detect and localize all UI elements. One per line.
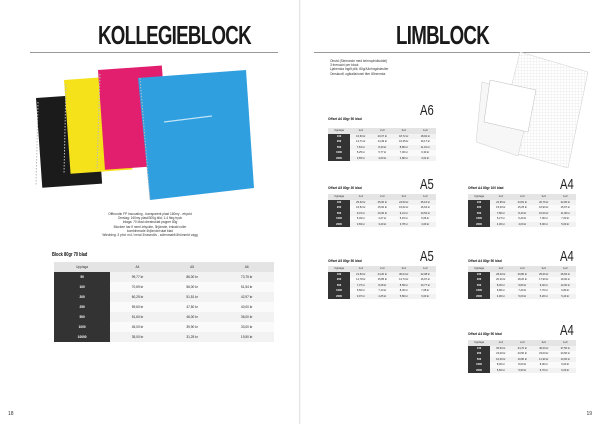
quantity-cell: 500: [328, 283, 350, 289]
price-cell: 8,40 kr: [512, 211, 533, 217]
price-cell: 14,78 kr: [350, 277, 371, 283]
price-cell: 13,00 kr: [555, 357, 577, 363]
price-cell: 16,60 kr: [350, 134, 371, 140]
price-cell: 11,00 kr: [555, 211, 577, 217]
price-cell: 12,00 kr: [555, 283, 577, 289]
price-cell: 5,00 kr: [533, 222, 554, 228]
table-row: [328, 156, 436, 162]
price-cell: 3,02 kr: [415, 156, 437, 162]
price-cell: 36,00 kr: [219, 312, 274, 322]
price-cell: 11,90 kr: [533, 357, 554, 363]
price-cell: 10,77 kr: [415, 283, 437, 289]
quantity-cell: 2000: [468, 222, 490, 228]
price-cell: 24,50 kr: [555, 351, 577, 357]
quantity-cell: 500: [468, 357, 490, 363]
price-cell: 5,50 kr: [350, 288, 371, 294]
price-cell: 8,30 kr: [490, 283, 511, 289]
table-row: [54, 282, 274, 292]
price-table-caption: Offset A4 80gr 100 blad: [468, 185, 504, 190]
price-cell: 15,62 kr: [393, 205, 414, 211]
column-header: 3+0: [533, 340, 554, 346]
page-number: 18: [8, 411, 14, 417]
price-cell: 14,71 kr: [350, 139, 371, 145]
column-header: Upplaga: [54, 262, 110, 272]
quantity-cell: 200: [328, 277, 350, 283]
price-cell: 15,25 kr: [512, 205, 533, 211]
column-header: 4+0: [555, 340, 577, 346]
price-cell: 25,40 kr: [350, 200, 371, 206]
price-cell: 15,97 kr: [555, 205, 577, 211]
quantity-cell: 1000: [54, 322, 110, 332]
column-header: 4+0: [415, 266, 437, 272]
price-table-caption: Offset A6 80gr 50 blad: [328, 116, 362, 121]
price-cell: 5,15 kr: [393, 216, 414, 222]
price-cell: 10,80 kr: [512, 357, 533, 363]
description-line: Omslag: 160my plast/300g bild; 1-4 färg tryck: [117, 216, 183, 221]
quantity-cell: 1000: [468, 288, 490, 294]
price-cell: 56,00 kr: [165, 282, 220, 292]
price-table: [468, 194, 576, 227]
price-cell: 9,40 kr: [533, 283, 554, 289]
quantity-cell: 100: [468, 346, 490, 352]
price-cell: 7,37 kr: [350, 283, 371, 289]
price-cell: 47,50 kr: [165, 302, 220, 312]
price-table: [328, 194, 436, 227]
price-cell: 45,00 kr: [110, 322, 165, 332]
price-cell: 40,00 kr: [219, 302, 274, 312]
quantity-cell: 100: [328, 200, 350, 206]
notepads-photo: [476, 52, 596, 170]
column-header: 1+0: [350, 128, 371, 134]
price-cell: 15,00 kr: [372, 205, 393, 211]
price-cell: 24,95 kr: [490, 200, 511, 206]
price-cell: 5,00 kr: [512, 294, 533, 300]
column-header: 4+0: [415, 128, 437, 134]
quantity-cell: 2000: [468, 368, 490, 374]
price-cell: 15,85 kr: [372, 277, 393, 283]
price-table: [328, 128, 436, 161]
price-cell: 4,25 kr: [372, 294, 393, 300]
quantity-cell: 50: [54, 272, 110, 282]
price-cell: 35,60 kr: [490, 346, 511, 352]
price-cell: 19,50 kr: [219, 332, 274, 342]
page-number: 19: [586, 411, 592, 417]
column-header: Upplaga: [468, 340, 490, 346]
price-cell: 16,35 kr: [393, 139, 414, 145]
table-row: [468, 222, 576, 228]
price-cell: 16,17 kr: [415, 139, 437, 145]
price-cell: 33,00 kr: [219, 322, 274, 332]
column-header: A6: [219, 262, 274, 272]
price-cell: 6,66 kr: [415, 216, 437, 222]
price-cell: 42,97 kr: [219, 292, 274, 302]
table-row: [54, 302, 274, 312]
column-header: 4+0: [555, 194, 577, 200]
quantity-cell: 10000: [54, 332, 110, 342]
quantity-cell: 2000: [468, 294, 490, 300]
description-line: Ljaheroka Ingfit plik; 80g/A4nhngdsteuller: [330, 67, 389, 72]
price-cell: 46,00 kr: [165, 312, 220, 322]
price-cell: 3,78 kr: [393, 222, 414, 228]
price-cell: 25,60 kr: [533, 272, 554, 278]
description-line: kombinerade 4hjörnde/rutat blad: [127, 228, 173, 233]
price-cell: 4,60 kr: [415, 222, 437, 228]
price-cell: 6,80 kr: [490, 288, 511, 294]
column-header: 1+0: [350, 266, 371, 272]
table-row: [54, 292, 274, 302]
column-header: 2+0: [512, 266, 533, 272]
price-cell: 4,90 kr: [490, 294, 511, 300]
quantity-cell: 1000: [468, 362, 490, 368]
price-cell: 17,90 kr: [533, 277, 554, 283]
product-description: [330, 59, 470, 76]
price-cell: 16,90 kr: [533, 205, 554, 211]
quantity-cell: 2000: [328, 156, 350, 162]
table-row: [328, 294, 436, 300]
notebooks-photo: [34, 62, 266, 204]
quantity-cell: 100: [468, 200, 490, 206]
quantity-cell: 1000: [328, 288, 350, 294]
price-cell: 8,30 kr: [393, 288, 414, 294]
price-cell: 24,20 kr: [372, 272, 393, 278]
price-cell: 35,00 kr: [110, 332, 165, 342]
price-cell: 6,00 kr: [555, 368, 577, 374]
quantity-cell: 1000: [468, 216, 490, 222]
page-title: KOLLEGIEBLOCK: [98, 20, 251, 50]
table-row: [54, 272, 274, 282]
column-header: 1+0: [490, 266, 511, 272]
price-cell: 23,50 kr: [512, 351, 533, 357]
price-table: [468, 266, 576, 299]
price-cell: 21,50 kr: [350, 272, 371, 278]
price-cell: 6,80 kr: [555, 288, 577, 294]
price-cell: 16,52 kr: [350, 205, 371, 211]
price-cell: 7,08 kr: [415, 288, 437, 294]
column-header: 2+0: [372, 194, 393, 200]
price-cell: 22,08 kr: [415, 272, 437, 278]
price-cell: 5,60 kr: [490, 368, 511, 374]
price-cell: 3,40 kr: [372, 222, 393, 228]
price-cell: 8,40 kr: [372, 145, 393, 151]
price-cell: 10,00 kr: [490, 357, 511, 363]
table-body: [54, 272, 274, 342]
price-cell: 14,73 kr: [393, 277, 414, 283]
column-header: Upplaga: [468, 194, 490, 200]
price-cell: 26,60 kr: [555, 272, 577, 278]
price-cell: 7,20 kr: [512, 288, 533, 294]
page-title: LIMBLOCK: [396, 20, 490, 50]
quantity-cell: 500: [468, 283, 490, 289]
price-cell: 51,54 kr: [219, 282, 274, 292]
price-cell: 4,00 kr: [490, 222, 511, 228]
quantity-cell: 1000: [328, 216, 350, 222]
price-cell: 37,50 kr: [555, 346, 577, 352]
description-line: Olrutd (Slemunde med kelrnophidluddel): [330, 59, 388, 63]
price-cell: 7,10 kr: [372, 288, 393, 294]
table-header-row: [54, 262, 274, 272]
table-row: [54, 322, 274, 332]
price-cell: 3,97 kr: [350, 294, 371, 300]
price-cell: 4,00 kr: [512, 222, 533, 228]
price-cell: 4,27 kr: [372, 216, 393, 222]
quantity-cell: 200: [468, 277, 490, 283]
price-cell: 23,00 kr: [490, 351, 511, 357]
price-cell: 3,69 kr: [350, 222, 371, 228]
column-header: A5: [165, 262, 220, 272]
price-cell: 40,00 kr: [533, 346, 554, 352]
price-cell: 5,27 kr: [490, 216, 511, 222]
price-cell: 14,49 kr: [372, 139, 393, 145]
table-row: [468, 368, 576, 374]
quantity-cell: 500: [328, 211, 350, 217]
table-row: [328, 222, 436, 228]
price-cell: 9,80 kr: [512, 283, 533, 289]
column-header: 3+0: [393, 194, 414, 200]
price-cell: 15,00 kr: [490, 205, 511, 211]
price-cell: 20,20 kr: [490, 277, 511, 283]
price-cell: 8,28 kr: [372, 283, 393, 289]
price-cell: 18,92 kr: [415, 134, 437, 140]
price-cell: 31,25 kr: [165, 332, 220, 342]
column-header: Upplaga: [328, 266, 350, 272]
right-page: [300, 0, 600, 424]
quantity-cell: 200: [328, 205, 350, 211]
quantity-cell: 2000: [328, 294, 350, 300]
column-header: 1+0: [490, 194, 511, 200]
price-cell: 5,25 kr: [350, 150, 371, 156]
price-cell: 7,00 kr: [393, 150, 414, 156]
price-cell: 51,60 kr: [110, 312, 165, 322]
price-cell: 16,97 kr: [415, 277, 437, 283]
format-label: A5: [420, 248, 434, 265]
price-cell: 6,70 kr: [533, 368, 554, 374]
column-header: 1+0: [350, 194, 371, 200]
price-cell: 8,59 kr: [393, 283, 414, 289]
column-header: 2+0: [372, 266, 393, 272]
price-cell: 8,80 kr: [393, 145, 414, 151]
format-label: A4: [560, 248, 574, 265]
format-label: A6: [420, 102, 434, 119]
column-header: Upplaga: [328, 128, 350, 134]
quantity-cell: 200: [328, 139, 350, 145]
column-header: 2+0: [512, 340, 533, 346]
price-cell: 30,04 kr: [393, 272, 414, 278]
quantity-cell: 1000: [328, 150, 350, 156]
column-header: 3+0: [393, 128, 414, 134]
price-cell: 9,31 kr: [350, 211, 371, 217]
price-cell: 70,69 kr: [110, 282, 165, 292]
price-cell: 11,10 kr: [415, 145, 437, 151]
price-cell: 5,49 kr: [350, 216, 371, 222]
price-cell: 6,20 kr: [512, 216, 533, 222]
column-header: 3+0: [533, 266, 554, 272]
price-cell: 7,00 kr: [555, 216, 577, 222]
price-cell: 6,00 kr: [415, 294, 437, 300]
quantity-cell: 200: [54, 292, 110, 302]
quantity-cell: 100: [468, 272, 490, 278]
price-cell: 26,76 kr: [533, 200, 554, 206]
quantity-cell: 200: [468, 205, 490, 211]
price-cell: 59,60 kr: [110, 302, 165, 312]
price-cell: 4,80 kr: [393, 156, 414, 162]
quantity-cell: 100: [54, 282, 110, 292]
table-row: [468, 294, 576, 300]
column-header: 1+0: [490, 340, 511, 346]
quantity-cell: 2000: [328, 222, 350, 228]
price-cell: 18,20 kr: [512, 277, 533, 283]
price-table-caption: Offset A5 80gr 30 blad: [328, 185, 362, 190]
price-cell: 16,64 kr: [415, 205, 437, 211]
price-cell: 4,00 kr: [372, 156, 393, 162]
column-header: Upplaga: [468, 266, 490, 272]
price-cell: 8,00 kr: [490, 362, 511, 368]
price-cell: 25,16 kr: [415, 200, 437, 206]
price-cell: 22,90 kr: [555, 200, 577, 206]
price-cell: 5,20 kr: [555, 294, 577, 300]
price-cell: 18,72 kr: [393, 134, 414, 140]
price-table: [328, 266, 436, 299]
quantity-cell: 100: [328, 134, 350, 140]
price-cell: 60,25 kr: [110, 292, 165, 302]
blue-notebook: [138, 70, 254, 200]
description-line: Offtrundin FP Inscoating - transparent plast 160my - etryckt: [108, 212, 192, 216]
column-header: 2+0: [372, 128, 393, 134]
price-cell: 5,20 kr: [533, 294, 554, 300]
price-cell: 19,00 kr: [555, 277, 577, 283]
price-cell: 86,00 kr: [165, 272, 220, 282]
price-cell: 5,00 kr: [555, 222, 577, 228]
price-cell: 24,50 kr: [393, 200, 414, 206]
description-line: Blocken har fl neml-trhyckte, 3hjärnde, enkald ruller: [113, 224, 187, 229]
price-cell: 7,81 kr: [350, 145, 371, 151]
quantity-cell: 250: [54, 302, 110, 312]
quantity-cell: 500: [328, 145, 350, 151]
column-header: 4+0: [415, 194, 437, 200]
product-description: [90, 212, 210, 237]
title-rule: [30, 52, 278, 53]
quantity-cell: 500: [54, 312, 110, 322]
price-cell: 8,00 kr: [533, 362, 554, 368]
price-table-caption: Offset A4 80gr 50 blad: [468, 258, 502, 263]
price-cell: 7,00 kr: [533, 216, 554, 222]
price-cell: 5,80 kr: [393, 294, 414, 300]
price-cell: 7,80 kr: [490, 211, 511, 217]
price-cell: 9,41 kr: [393, 211, 414, 217]
quantity-cell: 500: [468, 211, 490, 217]
description-line: 3 fnenuchi per block: [330, 63, 359, 68]
price-cell: 5,77 kr: [372, 150, 393, 156]
table-row: [54, 312, 274, 322]
description-line: Wiedning: 3 pfrd: m4 / neral 3/naved4v - sötenmablt 8hörnmbt vagg: [102, 233, 198, 238]
format-label: A5: [420, 176, 434, 193]
price-table-caption: Offset A4 80gr 50 blad: [468, 331, 502, 336]
price-cell: 10,00 kr: [533, 211, 554, 217]
column-header: Upplaga: [328, 194, 350, 200]
price-cell: 25,00 kr: [372, 200, 393, 206]
price-table: [468, 340, 576, 373]
price-cell: 20,07 kr: [372, 134, 393, 140]
description-line: Inlaga: 70 blad obestruktat papper 80g: [122, 220, 178, 225]
price-cell: 39,90 kr: [165, 322, 220, 332]
price-cell: 23,00 kr: [533, 351, 554, 357]
price-cell: 28,20 kr: [490, 272, 511, 278]
price-cell: 10,00 kr: [372, 211, 393, 217]
price-cell: 29,80 kr: [512, 272, 533, 278]
price-cell: 99,77 kr: [110, 272, 165, 282]
price-cell: 3,65 kr: [350, 156, 371, 162]
column-header: 2+0: [512, 194, 533, 200]
price-table: [54, 262, 274, 342]
price-table-caption: Block 80gr 70 blad: [52, 252, 88, 258]
price-cell: 73,75 kr: [219, 272, 274, 282]
price-cell: 5,90 kr: [512, 368, 533, 374]
column-header: 3+0: [393, 266, 414, 272]
price-cell: 8,00 kr: [512, 362, 533, 368]
format-label: A4: [560, 322, 574, 339]
column-header: 3+0: [533, 194, 554, 200]
quantity-cell: 100: [328, 272, 350, 278]
price-table-caption: Offset A5 80gr 50 blad: [328, 258, 362, 263]
column-header: 4+0: [555, 266, 577, 272]
column-header: A4: [110, 262, 165, 272]
quantity-cell: 200: [468, 351, 490, 357]
format-label: A4: [560, 176, 574, 193]
price-cell: 6,30 kr: [415, 150, 437, 156]
price-cell: 13,52 kr: [415, 211, 437, 217]
table-row: [54, 332, 274, 342]
price-cell: 23,81 kr: [512, 200, 533, 206]
description-line: Omslavdf; ogtkalla/rusel titer 80nenmia.: [330, 71, 386, 76]
price-cell: 9,00 kr: [555, 362, 577, 368]
price-cell: 7,70 kr: [533, 288, 554, 294]
price-cell: 34,70 kr: [512, 346, 533, 352]
price-cell: 51,51 kr: [165, 292, 220, 302]
